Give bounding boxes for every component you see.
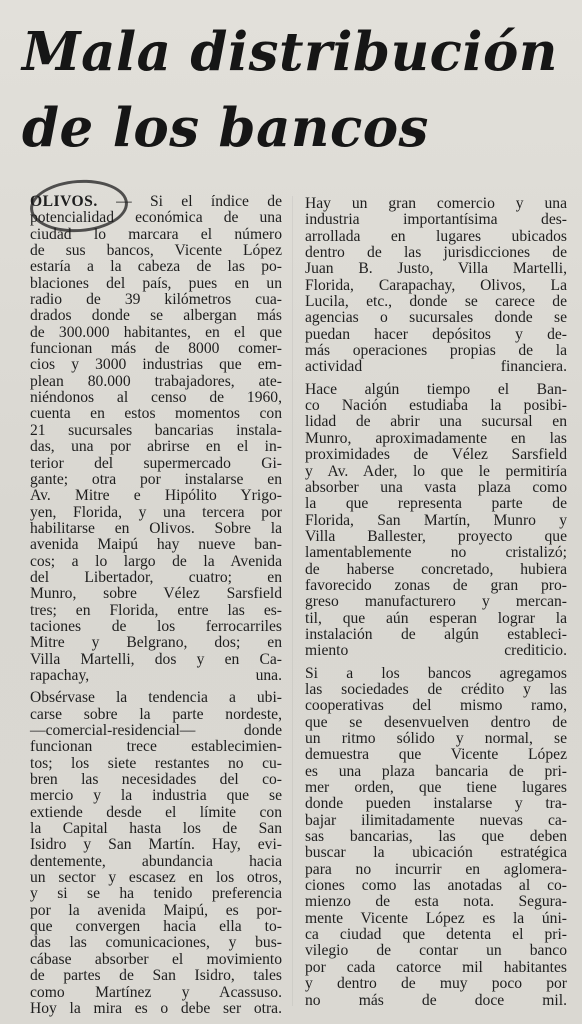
text-line: actividad financiera. [305, 358, 567, 376]
text-line [30, 194, 282, 210]
text-line: proximidades de Vélez Sarsfield [305, 446, 567, 464]
article-column-right [305, 196, 567, 1009]
text-line: —comercial-residencial— donde [30, 722, 282, 739]
text-line: favorecido zonas de gran pro- [305, 576, 567, 594]
text-line: bajar ilimitadamente nuevas ca- [305, 811, 567, 829]
text-line: agencias o sucursales donde se [305, 309, 567, 327]
text-line: tres; en Florida, entre las es- [30, 601, 282, 619]
text-line: radio de 39 kilómetros cua- [30, 291, 282, 309]
text-line: potencialidad económica de una [30, 209, 282, 227]
text-line: de haberse concretado, hubiera [305, 560, 567, 578]
text-line: del Libertador, cuatro; en [30, 568, 282, 586]
text-line: y Av. Ader, lo que le permitiría [305, 462, 567, 480]
text-line: greso manufacturero y mercan- [305, 593, 567, 611]
text-line: de sus bancos, Vicente López [30, 242, 282, 260]
text-line: buscar la ubicación estratégica [305, 844, 567, 862]
text-line: más operaciones propias de la [305, 342, 567, 360]
headline-line-2: de los bancos [22, 97, 429, 159]
text-line: Florida, San Martín, Munro y [305, 511, 567, 529]
text-line: puedan hacer depósitos y de- [305, 325, 567, 343]
text-line: ciones como las anotadas al co- [305, 877, 567, 895]
text-line: Hace algún tiempo el Ban- [305, 380, 567, 398]
text-line: por cada catorce mil habitantes [305, 958, 567, 976]
text-line: es una plaza bancaria de pri- [305, 762, 567, 780]
text-line: lamentablemente no cristalizó; [305, 544, 567, 562]
text-line: no más de doce mil. [305, 991, 567, 1009]
text-line: cuenta en estos momentos con [30, 405, 282, 423]
text-line: instalación de algún estableci- [305, 625, 567, 643]
text-line: Villa Ballester, proyecto que [305, 527, 567, 545]
text-line: avenida Maipú hay nueve ban- [30, 536, 282, 554]
text-line: das, una por abrirse en el in- [30, 438, 282, 456]
text-line: las sociedades de crédito y las [305, 680, 567, 698]
text-line: extiende desde el límite con [30, 803, 282, 821]
text-line: mer orden, que tiene lugares [305, 779, 567, 797]
text-line: mente Vicente López es la úni- [305, 909, 567, 927]
text-line: funcionan más de 8000 comer- [30, 340, 282, 358]
text-line: ca ciudad que detenta el pri- [305, 926, 567, 944]
text-line: Hay un gran comercio y una [305, 195, 567, 212]
text-line: terior del supermercado Gi- [30, 454, 282, 472]
text-line: estaría a la cabeza de las po- [30, 258, 282, 276]
text-line: industria importantísima des- [305, 211, 567, 229]
text-line: bren las necesidades del co- [30, 771, 282, 789]
text-line: lidad de abrir una sucursal en [305, 413, 567, 431]
text-line: dentemente, abundancia hacia [30, 852, 282, 870]
article-column-left [30, 194, 282, 1017]
text-line: por la avenida Maipú, es por- [30, 901, 282, 919]
text-line: 21 sucursales bancarias instala- [30, 421, 282, 439]
text-line: la Capital hasta los de San [30, 820, 282, 838]
text-line: das las comunicaciones, y bus- [30, 934, 282, 952]
text-line: Isidro y San Martín. Hay, evi- [30, 836, 282, 854]
text-line: Villa Martelli, dos y en Ca- [30, 650, 282, 668]
text-line: mercio y la industria que se [30, 787, 282, 805]
text-line: un ritmo sólido y normal, se [305, 730, 567, 747]
text-fragment: — Si el índice de [116, 193, 283, 210]
article-paragraph [305, 382, 567, 660]
text-line: Mitre y Belgrano, dos; en [30, 634, 282, 652]
text-line: Av. Mitre e Hipólito Yrigo- [30, 487, 282, 505]
text-line: que convergen hacia ella to- [30, 918, 282, 936]
headline [22, 14, 572, 166]
text-line: funcionan trece establecimien- [30, 738, 282, 756]
article-paragraph [30, 690, 282, 1017]
text-line: un sector y escasez en los otros, [30, 869, 282, 887]
text-line: dentro de las jurisdicciones de [305, 244, 567, 262]
text-line: y si se ha tenido preferencia [30, 885, 282, 903]
text-line: cooperativas del mismo ramo, [305, 697, 567, 715]
text-line: donde pueden instalarse y tra- [305, 795, 567, 813]
text-line: cábase absorber el movimiento [30, 950, 282, 968]
text-line: de 300.000 habitantes, en el que [30, 323, 282, 341]
article-paragraph [305, 666, 567, 1009]
text-line: habilitarse en Olivos. Sobre la [30, 519, 282, 537]
text-line: yen, Florida, y una tercera por [30, 503, 282, 521]
text-line: cios y 3000 industrias que em- [30, 356, 282, 374]
text-line: Lucila, etc., donde se carece de [305, 293, 567, 311]
text-line: co Nación estudiaba la posibi- [305, 397, 567, 415]
text-line: como Martínez y Acassuso. [30, 983, 282, 1001]
article-paragraph [30, 194, 282, 684]
text-line: Si a los bancos agregamos [305, 664, 567, 682]
column-divider [292, 196, 293, 1006]
text-line: Munro, aproximadamente en las [305, 429, 567, 447]
text-line: Obsérvase la tendencia a ubi- [30, 689, 282, 707]
text-line: rapachay, una. [30, 666, 282, 684]
dateline: OLIVOS. [30, 193, 98, 210]
text-line: y dentro de muy poco por [305, 975, 567, 993]
text-line: mienzo de esta nota. Segura- [305, 893, 567, 911]
text-line: cos; a lo largo de la Avenida [30, 552, 282, 570]
text-line: de partes de San Isidro, tales [30, 967, 282, 985]
text-line: la que representa parte de [305, 495, 567, 513]
text-line: vilegio de contar un banco [305, 942, 567, 960]
text-line: para no incurrir en aglomera- [305, 860, 567, 878]
text-line: demuestra que Vicente López [305, 746, 567, 764]
text-line: Juan B. Justo, Villa Martelli, [305, 260, 567, 278]
text-line: Florida, Carapachay, Olivos, La [305, 276, 567, 294]
text-line: miento crediticio. [305, 642, 567, 660]
text-line: plean 80.000 trabajadores, ate- [30, 372, 282, 390]
text-line: til, que aún esperan lograr la [305, 609, 567, 627]
text-line: gante; otra por instalarse en [30, 470, 282, 488]
text-line: taciones de los ferrocarriles [30, 617, 282, 635]
text-line: ciudad lo marcara el número [30, 225, 282, 243]
article-paragraph [305, 196, 567, 376]
text-line: drados donde se albergan más [30, 307, 282, 325]
text-line: sas bancarias, las que deben [305, 828, 567, 846]
text-line: absorber una vasta plaza como [305, 478, 567, 496]
text-line: tos; los siete restantes no cu- [30, 754, 282, 772]
text-line: Hoy la mira es o debe ser otra. [30, 999, 282, 1017]
text-line: arrollada en lugares ubicados [305, 227, 567, 245]
text-line: que se desenvuelven dentro de [305, 713, 567, 731]
text-line: blaciones del país, pues en un [30, 274, 282, 292]
text-line: Munro, sobre Vélez Sarsfield [30, 585, 282, 603]
text-line: carse sobre la parte nordeste, [30, 705, 282, 723]
text-line: niéndonos al censo de 1960, [30, 389, 282, 407]
headline-line-1: Mala distribución [22, 21, 558, 83]
